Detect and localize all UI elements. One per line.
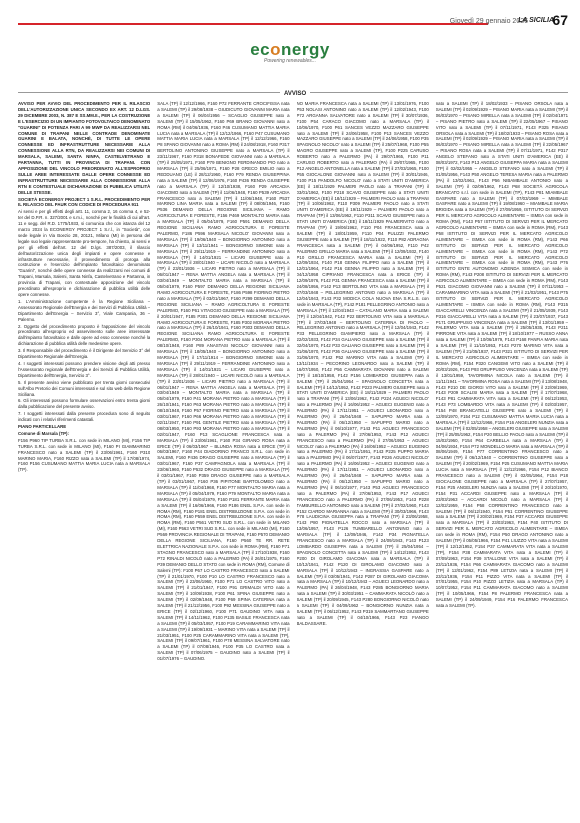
parcel-list: F156 P960 TIP TURBA S.R.L. con sede in MILANO (MI), F156 TIP TURBA S.R.L. con sede in MILANO (MI), F160 PI GIAMMARINO FRANCESCO nato a SALEMI (TP) il 23/06/1961, F160 P310 MARINO MARIA, F160 RIZZO nata a SALEMI (TP) il 17/08/1974, F160 P156 CUSUMANO MATTIA MARIA LUCIA nata a MARSALA (TP). <box>18 437 151 473</box>
parcel-list: nato a SALEMI (TP) il 18/02/1933 – PISANO ORSOLA nata a SALEMI (TP) il 02/09/1929 – PISANO MARIA nata a SALEMI (TP) il 06/03/1970 – PISANO MIRELLA nata a SALEMI (TP) il 02/04/1971 – PISANO PIETRO nato a SALEMI (TP) il 22/05/1967 – PISANO VITO nato a SALEMI (TP) il 07/11/1971, F143 P325 PISANO ORSOLA nata a SALEMI (TP) il 18/02/1933 – PISANO ROSA nata a SALEMI (TP) il 02/09/1929 – PISANO MARIA nata a SALEMI (TP) il 06/03/1970 – PISANO MIRELLA nata a SALEMI (TP) il 22/05/1967 – PISANO ROSA nata a SALEMI (TP) il 07/11/1971, F142 P317 ANGELO STEFANO nato a STATI UNITI D'AMERICA (EE) il 08/03/1972, F143 P13 ANGELO GIUSEPPA MARIA nata a SALEMI (TP) il 02/02/1955 – ANGELO STEFANO nato a SALEMI (TP) il 01/05/1956, F143 P50 ANGELO TERESA MARIA nata a PALERMO (PA) il 13/02/1961, F143 P56 NIBAMBALE ANTONIO nato a SALEMI (TP) il 02/09/1962, F143 P68 SOCIETÀ AGRICOLA BRANCATO s.r.l. con sede in SALEMI (TP), F143 P81 MIAMBALE GASPARE nato a SALEMI (TP) il 07/03/1969 – MIMBALE GASPARE nato a SALEMI (TP) il 19/08/1960 – MIAMBALE MARIA BRIGIDA nata a SALEMI (TP) il 27/09/1959, ISTITUTO DI SERVIZI PER IL MERCATO AGRICOLO ALIMENTARE – ISMEA con sede in ROMA (RM), F143 P57 ISTITUTO DI SERVIZI PER IL MERCATO AGRICOLO ALIMENTARE – ISMEA con sede in ROMA (RM), F143 P58 ISTITUTO DI SERVIZI PER IL MERCATO AGRICOLO ALIMENTARE – ISMEA con sede in ROMA (RM), F143 P66 ISTITUTO DI SERVIZI PER IL MERCATO AGRICOLO ALIMENTARE – ISMEA con sede in ROMA (RM), F143 P72 ISTITUTO DI SERVIZI PER IL MERCATO AGRICOLO ALIMENTARE – ISMEA con sede in ROMA (RM), F143 P76 ISTITUTO ENTE AUTONOMO AZIENDA SISMICA con sede in ROMA (RM), F143 P208 ISTITUTO DI SERVIZI PER IL MERCATO AGRICOLO ALIMENTARE – ISMEA con sede in ROMA (RM), F143 P521 GIACOMO GIOVANNI nato a SALEMI (TP) il 07/11/1953 – CARAMMARINO VITA nata a SALEMI (TP) il 21/03/1951, F143 P75 ISTITUTO DI SERVIZI PER IL MERCATO AGRICOLO ALIMENTARE – ISMEA con sede in ROMA (RM), F143 P315 GIACCARELLI VINCENZA nata a SALEMI (TP) il 21/05/1939, F143 P316 GIACCARELLI VITA nata a SALEMI (TP) il 23/07/1937, F143 P171 GRUPPUSO VINCENZA nata a SALEMI (TP) il 13/01/1959 – PALERMO VITA nata a SALEMI (TP) il 25/05/1935, F143 P211 PIRRONE VITA nata a SALEMI (TP) il 18/10/1977 – RUSSO ANNA nata a SALEMI (TP) il 10/06/1979, F143 P168 PANFIA MARIA nata a SALEMI (TP) il 11/10/1953, F143 P270 MARINO VITA nata a SALEMI (TP) il 21/05/1937, F143 P321 ISTITUTO DI SERVIZI PER IL MERCATO AGRICOLO ALIMENTARE – ISMEA con sede in ROMA (RM), F154 P320 CANGEMI VITO nato a SALEMI (TP) il 20/03/1926, F143 P93 GRUPPUSO VINCENZA nata a SALEMI (TP) il 13/01/1959, TAVORMINA NICOLA nato a SALEMI (TP) il 11/11/1941 – TAVORMINA ROSA nata a SALEMI (TP) il 13/08/1948, F143 P210 DE GIORGI VITO nato a SALEMI (TP) il 22/09/1969, F143 P209 SCALISI MARIA nata a SALEMI (TP) il 17/07/1968, F143 P81 CAMMARATA VITA nata a SALEMI (TP) il 06/12/1953, F143 P73 LOMBARDO VITA nata a SALEMI (TP) il 02/03/1957, F154 P48 BRANCATELLI GIUSEPPE nato a SALEMI (TP) il 12/09/1970, F154 P12 CUSUMANO MATTIA MARIA LUCIA nata a MARSALA (TP) il 12/12/1966, F154 P16 ANGELERI NUNZIA nata a SALEMI (TP) il 02/05/1958 – ANGELERI GIUSEPPE nato a SALEMI (TP) il 25/05/1962, F154 P20 BELLIO PAOLO nato a SALEMI (TP) il 15/02/1960, F154 P64 CARBELLA nata a MARSALA (TP) il 04/06/1934, F154 P72 MONDELLO MARIA nata a MARSALA (TP) il 08/06/1949, F154 P77 CORRENTINO FRANCESCO nato a SALEMI (TP) il 06/12/1940 – CORRENTINO GIUSEPPE nato a SALEMI (TP) il 20/02/1969, F154 P25 CUSUMANO MATTIA MARIA LUCIA nata a MARSALA (TP) il 12/12/1966, F154 P12 BIANCO FRANCESCO nato a SALEMI (TP) il 02/05/1964, F154 P18 GIOCALONE GIUSEPPE nato a MARSALA (TP) il 27/07/1957, F154 P25 ANGELERI NUNZIA nata a SALEMI (TP) il 20/10/1970, F154 P31 ACCARDI GIUSEPPE nato a MARSALA (TP) il 23/03/1963 – ACCARDI NICOLÒ nato a MARSALA (TP) il 12/02/1959, F154 P58 CORRENTINO FRANCESCO nato a SALEMI (TP) il 06/12/1940, F154 P51 CORRENTINO GIUSEPPE nato a SALEMI (TP) il 20/02/1969, F154 P37 ACCARDI GIUSEPPE nato a MARSALA (TP) il 23/03/1963, F154 P40 ISTITUTO DI SERVIZI PER IL MERCATO AGRICOLO ALIMENTARE – ISMEA con sede in ROMA (RM), F154 P50 DRAGO ANTONINO nato a SALEMI (TP) il 05/05/1966, F154 P41 LIUZZO VITA nata a SALEMI (TP) il 12/12/1952, F154 P37 CAMMARATA VITA nata a SALEMI (TP), F154 P38 CAMMARATA VITA nata a SALEMI (TP) il 07/09/1963, F154 P39 STALLONE VITA nata a SALEMI (TP) il 23/11/1936, F154 P66 CAMMARATA GIACOMO nato a SALEMI (TP) il 12/01/1962, F154 P89 LETIZIA nata a SALEMI (TP) il 23/11/1936, F154 P11 PIZZO VITA nata a SALEMI (TP) il 07/01/1955, F154 P10 PIZZO LETIZIA nata a MARSALA (TP) il 10/07/1952, F154 P11 CAMMARATA GIACOMO nato a SALEMI (TP) il 10/05/1966, F154 P8 PALERMO FRANCESCA nata a SALEMI (TP) il 24/09/1949, F154 P16 PALERMO FRANCESCA nata a SALEMI (TP). <box>435 101 568 609</box>
issue-date: Giovedì 29 gennaio 2026 <box>449 18 528 25</box>
page-header <box>18 14 568 30</box>
logo-word-right: nergy <box>281 40 330 59</box>
notice-body: Ai sensi e per gli effetti degli artt. 11, comma 2, 16 comma 4, e 52-ter del D.P.R. n. 327/2001 e s.m.i., nonché per le finalità di cui all'art. 11 e segg. del R.D. 1775/1933, si comunica che con istanza del 12 marzo 2024 la ECONERGY PROJECT 1 S.r.l., in "Società", con sede legale in Via Boezio 28, 20121, Milano (MI) in persona del legale suo legale rappresentante pro-tempore, ha chiesto, ai sensi e per gli effetti dell'art. 12 del D.lgs. 387/2003, il rilascio dell'autorizzazione unica degli impianti e opere connesse e infrastrutture necessarie, il provvedimento di proroga alla costruzione e l'esercizio dell'impianto fotovoltaico denominato "Guarini", nonché delle opere connesse da realizzarsi nei comuni di Trapani, Marsala, Salemi, Santa Ninfa, Castelvetrano e Partanna, in provincia di Trapani, con contestuale apposizione del vincolo preordinato all'esproprio e dichiarazione di pubblica utilità delle opere connesse. <box>18 209 151 297</box>
notice-intro: AVVISO PER AVVIO DEL PROCEDIMENTO PER IL RILASCIO DELL'AUTORIZZAZIONE UNICA SECONDO EX ART. 12 D.LGS. 29 DICEMBRE 2003, N. 387 E SS.MM.II., PER LA COSTRUZIONE E L'ESERCIZIO DI UN IMPIANTO FOTOVOLTAICO DENOMINATO "GUARINI" DI POTENZA PARI A 99 MWP DA REALIZZARSI NEL COMUNE DI TRAPANI NELLE CONTRADE DENOMINATE GUARINI E BALATA, NONCHÉ, DI TUTTE LE OPERE CONNESSE ED INFRASTRUTTURE NECESSARIE ALLA CONNESSIONE ALLA RTN, DA REALIZZARSI NEI COMUNI DI MARSALA, SALEMI, SANTA NINFA, CASTELVETRANO E PARTANNA, TUTTI IN PROVINCIA DI TRAPANI. CON APPOSIZIONE DEL VINCOLO PREORDINATO ALL'ESPROPRIO SULLE AREE INTERESSATE DALLE OPERE CONNESSE ED INFRASTRUTTURE NECESSARIE ALLA CONNESSIONE ALLA RTN E CONTESTUALE DICHIARAZIONE DI PUBBLICA UTILITÀ DELLE STESSE. <box>18 101 151 195</box>
newspaper-name: LA SICILIA <box>518 17 554 24</box>
column-1 <box>18 101 150 811</box>
logo-o-icon: o <box>270 40 281 59</box>
section-header <box>18 92 568 98</box>
section-title: AVVISO <box>280 91 310 97</box>
parcel-list: SALA (TP) il 12/12/1966, F160 P72 FERRANTE CROCIFISSA nata a SALEMI (TP) il 29/08/1938 – GIUDICUTO GIOVANNI MARIA nata a SALEMI (TP) il 06/04/1956 – SCAGLIO GIUSEPPE nato a SALEMI (TP) il 15/05/1962, F160 P69 BRANO GIOVANNI nato a ROMA (RM) il 04/06/1936, F160 P46 CUSUMANO MATTIA MARIA LUCIA nata a MARSALA (TP) il 12/12/1966, F160 P47 CUSUMANO MATTIA MARIA LUCIA nata a MARSALA (TP) il 12/12/1966, F160 P8 SPANO GIOVANNI nato a ROMA (RM) il 24/08/1918, F160 P317 BERTOLINO ANTONINO GIUSEPPE nato a MARSALA (TP) il 23/11/1967, F160 P318 BONAFEDE GIOVANNI nato a MARSALA (TP) il 25/05/1971, F160 P79 BENIGNO FERDINANDO PIO nato a MARSALA (TP) il 25/06/1971, F160 P28 GRECO EMILIO nato a REDDUANO (LE) il 28/12/1960, F160 P79 RENDA GIUSEPPINA nata a SALEMI (TP) il 12/06/1976, F160 P436 RENDA GIUSEPPE nato a MARSALA (TP) il 12/10/1938, F160 P29 ARCADIA GIACOMO nato a SALEMI (TP) il 11/06/1948, F160 P539 ARCADIA FRANCESCO nato a SALEMI (TP) il 11/06/1948, F160 P537 MARINO LINA MARIA nata a SALEMI (TP) il 08/05/1946, F160 P536 DEMANIO DELLA REGIONE SICILIANA – RAMO AGRICOLTURA E FORESTE, F156 P469 MONTALTO MARIA nata a MARSALA (TP) il 05/04/1979, F160 P591 DEMANIO DELLA REGIONE SICILIANA RAMO AGRICOLTURA E FORESTE PALERMO, F186 P596 MARSALA NICOLO' GIOVANNI nato a MARSALA (TP) il 19/06/1940 – BONGIORNO ANTONINO nato a MARSALA (TP) il 13/11/1941 – BONGIORNO SIMONE nato a MARSALA (TP) il 29/11/1919 – FERRANDINE ANTONINO nato a MARSALA (TP) il 14/01/1921 – LICARI GIUSEPPE nato a MARSALA (TP) il 28/01/1940 – LICARI NICOLÒ nato a MARSALA (TP) il 23/01/1936 – LICARI PIETRO nato a MARSALA (TP) il 06/01/1947 – RENA MATTIA ANGELA nata a MARSALA (TP) il 03/04/1949 – MONTALTO MARIA nata a MARSALA (TP) il 05/04/1979, F160 P597 DEMANIO DELLA REGIONE SICILIANA RAMO AGRICOLTURA E FORESTE, F186 P598 FIORINO PIETRO nato a MARSALA (TP) il 03/01/1967, F160 P299 DEMANIO DELLA REGIONE SICILIANA – RAMO AGRICOLTURA E FORESTE PALERMO, F160 P61 VITAGGIO GIUSEPPE nato a MARSALA (TP) il 20/01/1947, F185 P301 DEMANIO DELLA REGIONE SICILIANA RAMO AGRICOLTURA E FORESTE, F185 P302 MORANA PIETRO nato a MARSALA (TP) il 26/10/1941, F160 P303 DEMANIO DELLA REGIONE SICILIANA RAMO AGRICOLTURA E FORESTE PALERMO, F160 P304 MORANA PIETRO nato a MARSALA (TP) il 08/10/1948, F160 P89 ANASTASI NICOLO' GIOVANNI nato a MARSALA (TP) il 18/05/1940 – BONGIORNO ANTONINO nato a MARSALA (TP) il 17/11/1914 – BONGIORNO SIMONE nato a MARSALA (TP) il 29/11/1919 – FERRANDINE ANTONINO nato a MARSALA (TP) il 14/01/1921 – LICARI GIUSEPPE nato a MARSALA (TP) il 28/01/1940 – LICARI NICOLÒ nato a MARSALA (TP) il 23/01/1936 – LICARI PIETRO nato a MARSALA (TP) il 06/01/1947 – RENA MATTIA ANGELA nata a MARSALA (TP) il 03/04/1949 – MONTALTO MARIA nata a MARSALA (TP) il 05/04/1979, F160 P41 MORANA PIETRO nato a MARSALA (TP) il 26/10/1941, F160 P63 MORANA PIETRO nato a MARSALA (TP) il 08/10/1948, F160 P57 FIORINO PIETRO nato a MARSALA (TP) il 03/01/1967, F160 P66 MORANA PIETRO nato a MARSALA (TP) il 02/11/1947, F160 P91 GENTILE PIETRO nato a MARSALA (TP) il 08/03/1950, F160 P93 MORANA PIETRO nato a MARSALA (TP) il 02/01/1947, F160 P13 SCAGLIONE FRANCESCA nata a MARSALA (TP) il 23/06/1961, F160 P34 GIRANO ROSA nata a ERICE (TP) il 06/03/1967 – BLUNDA ROSA nata a ERICE (TP) il 06/03/1967, F160 P44 DIADORINO FRANCO S.R.L. con sede in SALEMI, F160 P436 DRAGO GIUSEPPE nato a MARSALA (TP) il 03/01/1967, F160 P37 CAMPAGNOLA nata a MARSALA (TP) il 23/06/1960, F160 P532 DRAGO GIUSEPPE nato a MARSALA (TP) il 03/01/1967, F160 P359 DRAGO GIUSEPPE nato a MARSALA (TP) il 03/01/1967, F160 P36 PIPITONE BARTOLOMEO nato a MARSALA (TP) il 11/04/1968, F160 P77 MONTALTO MARIA nata a MARSALA (TP) il 05/04/1979, F160 P79 MONTALTO MARIA nata a MARSALA (TP) il 05/04/1979, F160 P181 FERRANTE MARIA nata a SALEMI (TP) il 16/06/1966, F160 P186 ENEL S.P.A. con sede in ROMA (RM), F160 P181 ENEL DISTRIBUZIONE S.P.A. con sede in ROMA (RM), F160 P559 ENEL DISTRIBUZIONE S.P.A. con sede in ROMA (RM), F160 P561 VETRI SUD S.R.L. con sede in MILANO (MI), F160 P563 VETRI SUD S.R.L. con sede in MILANO (MI), F160 P569 PROVINCIA REGIONALE DI TRAPANI, F160 P570 DEMANIO DELLA REGIONE SICILIANA, F160 P560 TE RR. RETE ELETTRICA NAZIONALE S.P.A. con sede in ROMA (RM), F160 P71 STAGNO FRANCESCO nato a MARSALA (TP) il 17/10/1938, F160 P72 RINALDI NICOLÒ nato a PALERMO (PA) il 26/01/1975, F160 P39 DEMANIO DELLO STATO con sede in ROMA (RM), Comune di Salemi (TP): F100 P67 LO CASTRO FRANCESCO nato a SALEMI (TP) il 21/01/1970, F100 P10 LO CASTRO FRANCESCO nato a SALEMI (TP) il 23/06/1960, F100 P71 LO CASTRO VITO nato a SALEMI (TP) il 21/01/1947, F100 P91 GRIMALDI VITO nato a SALEMI (TP) il 10/09/1938, F100 P61 SPINA GIUSEPPE nato a SALEMI (TP) il 02/09/1948, F100 P69 SPINA CATERINA nata a SALEMI (TP) il 21/12/1956, F100 P92 MESSINA GIUSEPPE nato a ERICE (TP) il 02/12/1960, F100 P71 GAUDINO VITA nata a SALEMI (TP) il 14/11/1962, F100 P135 BASILE FRANCESCA nata a SALEMI (TP) il 05/03/1957, F100 P19 CARAMMARINO VITA nata a SALEMI (TP) il 19/09/1931 – MARINO VITA nata a SALEMI (TP) il 21/03/1951, F100 P25 CARAMMARINO VITA nata a SALEMI (TP), SALEMI (TP) il 09/07/1961, F100 P78 MESSINA SALVATORE nato a SALEMI (TP) il 07/08/1946, F100 P35 LO CASTRO nata a SALEMI (TP) il 07/06/1975 – GAUDINO nato a SALEMI (TP) il 01/07/1976 – GAUDINO. <box>157 101 290 662</box>
notice-item: 6. Gli interessati possono formulare osservazioni entro trenta giorni dalla pubblicazione del presente avviso. <box>18 398 151 410</box>
logo-wordmark <box>180 40 400 60</box>
notice-item: 1. L'Amministrazione competente è la Regione Siciliana – Assessorato Regionale dell'Energia e dei Servizi di Pubblica Utilità – Dipartimento dell'Energia – Servizio 3°, Viale Campania, 36 – Palermo. <box>18 298 151 322</box>
header-rule <box>18 23 488 25</box>
notice-item: 7. I soggetti interessati dalla presente procedura sono di seguito indicati con i relativi riferimenti catastali. <box>18 411 151 423</box>
column-3 <box>297 101 429 811</box>
logo-tagline: Powering renewables... <box>264 58 316 64</box>
logo-word-left: ec <box>250 40 271 59</box>
parcel-plan-heading: PIANO PARTICELLARE <box>18 424 67 430</box>
notice-company: SOCIETÀ ECONERGY PROJECT 1 S.R.L. PROCEDIMENTO PER IL RILASCIO DEL PAUR CON CODICE DI PROCEDURA 911 <box>18 196 151 208</box>
municipality-heading: Comune di Marsala (TP): <box>18 430 69 436</box>
notice-item: 3. Il Responsabile del procedimento è il Dirigente del Servizio 3° del Dipartimento Regionale dell'Energia. <box>18 348 151 360</box>
column-4 <box>436 101 568 811</box>
notice-item: 2. Oggetto del procedimento proposto è l'apposizione del vincolo preordinato all'esproprio ed asservimento sulle aree interessate dall'impianto fotovoltaico e dalle opere ad esso connesse nonché la dichiarazione di pubblica utilità delle medesime opere. <box>18 323 151 347</box>
article-columns <box>18 101 568 811</box>
parcel-list: NO MARIA FRANCESCA nata a SALEMI (TP) il 13/01/1976, F100 P53 NOLASI ANTONINO nato a SALEMI (TP) il 12/02/1943, F100 P72 ARGANNA SALVATORE nato a SALEMI (TP) il 30/07/1936, F100 P54 CARACO GIACOMO nato a MARSALA (TP) il 10/06/1970, F100 P61 SANCES VEZZO MAZZARO GIUSEPPE nato a SALEMI (TP) il 24/06/1958, F100 P13 SANCES VEZZO MAZZARO GIUSEPPE nato a SALEMI (TP) il 24/06/1958, F100 P35 SPAGNOLO NICOLO' nato a SALEMI (TP) il 25/07/1968, F100 P55 MAGRO GIUSEPPE nato a SALEMI (TP), F100 P225 CARUSO ROBERTO nato a PALERMO (PA) il 29/07/1965, F100 P11 CARUSO ROBERTO nato a PALERMO (PA) il 29/07/1965, F100 P12 ANGELO ANTONELLA nata a SALEMI (TP) il 27/03/1965, F100 P55 GIOCALONE GIOVANNI nato a SALEMI (TP) il 30/01/1946, F100 P15 PANDOLFO NICOLO' nato a STATI UNITI D'AMERICA (EE) il 18/11/1929 PALMERI PAOLO nato a TRAPANI (TP) il 03/01/1962, F100 P218 SCAVO GIUSEPPE nato a STATI UNITI D'AMERICA (EE) il 18/11/1929 – PALMERI PAOLO nato a TRAPANI (TP) il 10/06/1962, F110 P309 PALMERI PAOLO nato a STATI UNITI D'AMERICA (EE) il 19/11/1929 – PALMERI PAOLO nato a TRAPANI (TP) il 13/06/1962, F110 P311 SCAVO GIUSEPPE nato a STATI UNITI D'AMERICA (EE) il 18/11/1929 PALMERIVITO nato a TRAPANI (TP) il 19/06/1962, F110 P04 FRANCESCA nata a SALEMI (TP) il 18/01/1959, F110 P04 PULIZZI PALERMO GIUSEPPE nato a SALEMI (TP) il 18/11/1922, F110 P82 ADRAGNA FRANCESCA nata a SALEMI (TP) il 04/06/1952, F110 P42 PALERMO GRILLO MARIA nata a SALEMI (TP) il 12/09/1932, F140 P10 GRILLO FRANCESCA MARIA nata a SALEMI (TP) il 12/09/1934, F140 P18 GENNA FILIPPO nato a SALEMI (TP) il 12/01/1964, F142 P16 GENNA FILIPPO nato a SALEMI (TP) il 04/12/1958 CIPRIANO FRANCESCA nata a ERICE (TP) il 12/09/1976, F142 P31 GENNA FRANCESCA nata a SALEMI (TP) il 24/08/1956, F142 P13 BERTOLINO VITA nata a MARSALA (TP) il 27/03/1948 – PELLEGRINO ANTONIO nato a MARSALA (TP) il 12/04/1943, F143 P32 MODICA COLA NUOVA ENA S.R.L.S. con sede in MARSALA (TP), F142 P181 PELLEGRINO ANTONIO nato a MARSALA (TP) il 12/04/1943 – CATALANO MARIA nata a SALEMI (TP) il 12/04/1942, F142 P22 BERTOLINO VITA nata a MARSALA (TP) il 27/03/1948 – BERTOLINO CATERINA DI PAOLO – PELLEGRINO ANTONIO nato a MARSALA (TP) il 12/04/1943, F142 P33 PELLEGRINO GIAMPIERO nato a MARSALA (TP) il 22/02/1933, F142 P34 GALIANO GIUSEPPE nato a SALEMI (TP) il 02/04/1970, F142 P33 GALIANO GIUSEPPE nato a SALEMI (TP) il 01/06/1970, F142 P36 GALIANO GIUSEPPE nato a SALEMI (TP) il 01/06/1970, F142 P52 MARINO VITA nata a SALEMI (TP) il 13/11/1934 – PECORINO LEONARDO nato a SALEMI (TP) il 16/07/1950, F142 P56 CAMMARATA GIOVANNI nato a SALEMI (TP) il 18/10/1958, F142 P156 LOMBARDO GIUSEPPA nata a SALEMI (TP) il 25/04/1954 – SPAGNOLO CONCETTA nata a SALEMI (TP) il 14/12/1952, F142 P223 PALMERI GIUSEPPE nato a STATI UNITI D'AMERICA (EE) il 18/11/1929 – PALMERI PAOLO nato a TRAPANI (TP) il 13/06/1962, F142 P224 AGUECI NICOLO' nato a PALERMO (PA) il 16/06/1952 – AGUECI EUGENIO nato a PALERMO (PA) il 17/11/1951 – AGUECI LEONARDO nato a PALERMO (PA) il 26/04/1948 – SAPUPPO MARIA nata a PALERMO (PA) il 06/12/1950 – SAPUPPO MARIO nato a PALERMO (PA) il 06/10/1977, F143 P11 AGUECI FRANCESCO nato a PALERMO (PA) il 27/06/1953, F143 P12 AGUECI FRANCESCO nato a PALERMO (PA) il 27/06/1953 – AGUECI NICOLO' nato a PALERMO (PA) il 16/06/1952 – AGUECI EUGENIO nato a PALERMO (PA) il 17/11/1951, F143 P225 PUPPO MARIA nata a PALERMO (PA) il 06/07/1977, F143 P226 AGUECI NICOLO' nato a PALERMO (PA) il 16/06/1952 – AGUECI EUGENIO nato a PALERMO (PA) il 17/11/1951 – AGUECI LEONARDO nato a PALERMO (PA) il 26/04/1948 – SAPUPPO MARIA nata a PALERMO (PA) il 06/12/1950 – SAPUPPO MARIO nato a PALERMO (PA) il 06/10/1977, F143 P53 AGUECI FRANCESCO nato a PALERMO (PA) il 27/06/1953, F143 P17 AGUECI FRANCESCO nato a PALERMO (PA) il 27/06/1953, F143 P228 TAMBURELLO ANTONINO nato a SALEMI (TP) il 27/02/1960, F143 P152 CIARDO MARIANNA nata a SALEMI (TP) il 30/03/1966, F143 P78 LAUDICINA GIUSEPPA nata a TRAPANI (TP) il 23/06/1958, F143 P80 PIGNATELLA ROCCO nato a MARSALA (TP) il 13/06/1957, F143 P126 TUMBARELLO ANTONINO nato a MARSALA (TP) il 12/09/1946, F142 P34 PIGNATELLA FRANCESCO nato a MARSALA (TP) il 24/09/1943, F143 P123 LOMBARDO GIUSEPPA nata a SALEMI (TP) il 25/04/1954 – SPAGNOLO CONCETTA nata a SALEMI (TP) il 14/12/1952, F143 P200 DI GIROLAMO GIACOMA nata a MARSALA (TP) il 10/12/1941, F142 P120 DI GIROLAMO GIACOMO nato a MARSALA (TP) il 10/12/1943 – INGRASSIA GASPARE nato a SALEMI (TP) il 03/05/1941, F142 P287 DI GIROLAMO GIACOMA nata a MARSALA (TP) il 10/12/1943 – AGUECI LEONARDO nato a PALERMO (PA) il 26/04/1948, F143 P285 BONGIORNO MARIA nata a SALEMI (TP) il 30/03/1951 – CAMMARATA NICOLÒ nato a SALEMI (TP) il 20/09/1945, F143 P280 BONGIORNO NICOLÒ nato a SALEMI (TP) il 04/09/1962 – BONGIORNO NUNZIA nata a SALEMI (TP) il 06/12/1952, F143 P319 SAMMARTANO GIUSEPPE nato a SALEMI (TP) il 04/10/1966, F143 P23 FIANGO BALDASSARE. <box>296 101 429 626</box>
notice-item: 4. I soggetti interessati possono prendere visione degli atti presso l'Assessorato regionale dell'Energia e dei Servizi di Pubblica Utilità, Dipartimento dell'Energia, Servizio 3°. <box>18 360 151 378</box>
page-number: 67 <box>552 12 568 28</box>
notice-item: 5. Il presente avviso viene pubblicato per trenta giorni consecutivi sull'Albo Pretorio dei Comuni interessati e sul sito web della Regione Siciliana. <box>18 379 151 397</box>
column-2 <box>157 101 289 811</box>
econergy-logo <box>180 40 400 90</box>
